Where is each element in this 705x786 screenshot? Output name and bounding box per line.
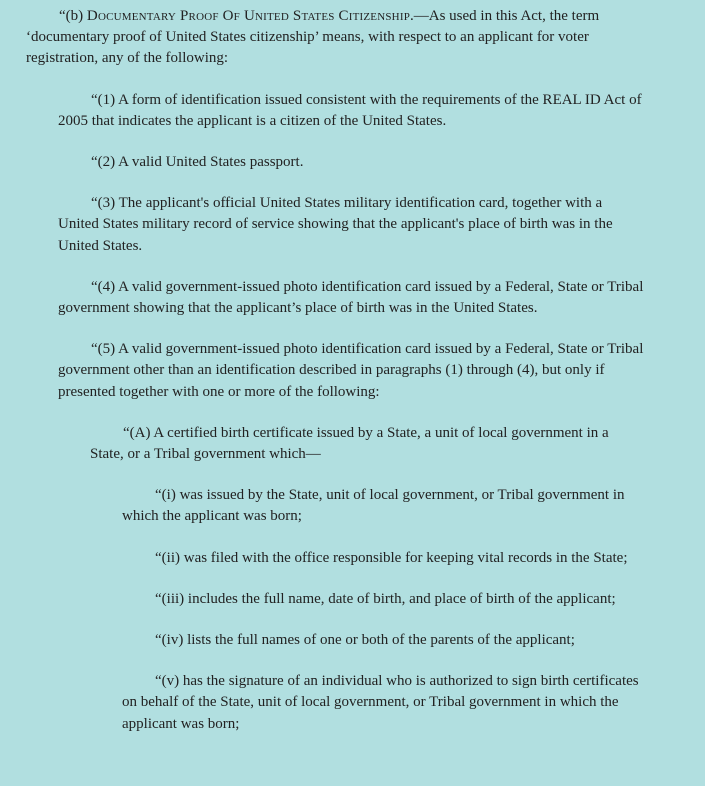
paragraph-1: “(1) A form of identification issued consistent with the requirements of the REAL ID Act of 2005 that indicates the applicant is a citizen of the United States. — [58, 91, 642, 129]
clause-i: “(i) was issued by the State, unit of local government, or Tribal government in which the applicant was born; — [122, 487, 625, 525]
paragraph-5: “(5) A valid government-issued photo identification card issued by a Federal, State or Tribal government other than an identification described in paragraphs (1) through (4), but only if presented together with one or more of the following: — [58, 341, 644, 400]
section-lead-rest: .—As used in this Act, the term ‘documentary proof of United States citizenship’ means, with respect to an applicant for voter registration, any of the following: — [26, 8, 600, 67]
clause-iv: “(iv) lists the full names of one or both of the parents of the applicant; — [155, 632, 575, 649]
clause-ii: “(ii) was filed with the office responsible for keeping vital records in the State; — [155, 549, 628, 566]
section-b-intro — [26, 6, 705, 70]
paragraph-3: “(3) The applicant's official United States military identification card, together with a United States military record of service showing that the applicant's place of birth was in the United States. — [58, 195, 613, 254]
clause-iii: “(iii) includes the full name, date of birth, and place of birth of the applicant; — [155, 590, 616, 607]
clause-v: “(v) has the signature of an individual who is authorized to sign birth certificates on behalf of the State, unit of local government, or Tribal government in which the applicant was born; — [122, 673, 639, 732]
section-lead-open: “(b) — [59, 8, 87, 24]
paragraph-4: “(4) A valid government-issued photo identification card issued by a Federal, State or Tribal government showing that the applicant’s place of birth was in the United States. — [58, 278, 644, 317]
subparagraph-a: “(A) A certified birth certificate issued by a State, a unit of local government in a State, or a Tribal government which— — [90, 424, 609, 463]
paragraph-2: “(2) A valid United States passport. — [91, 154, 304, 171]
section-heading: Documentary Proof Of United States Citizenship — [86, 8, 411, 24]
